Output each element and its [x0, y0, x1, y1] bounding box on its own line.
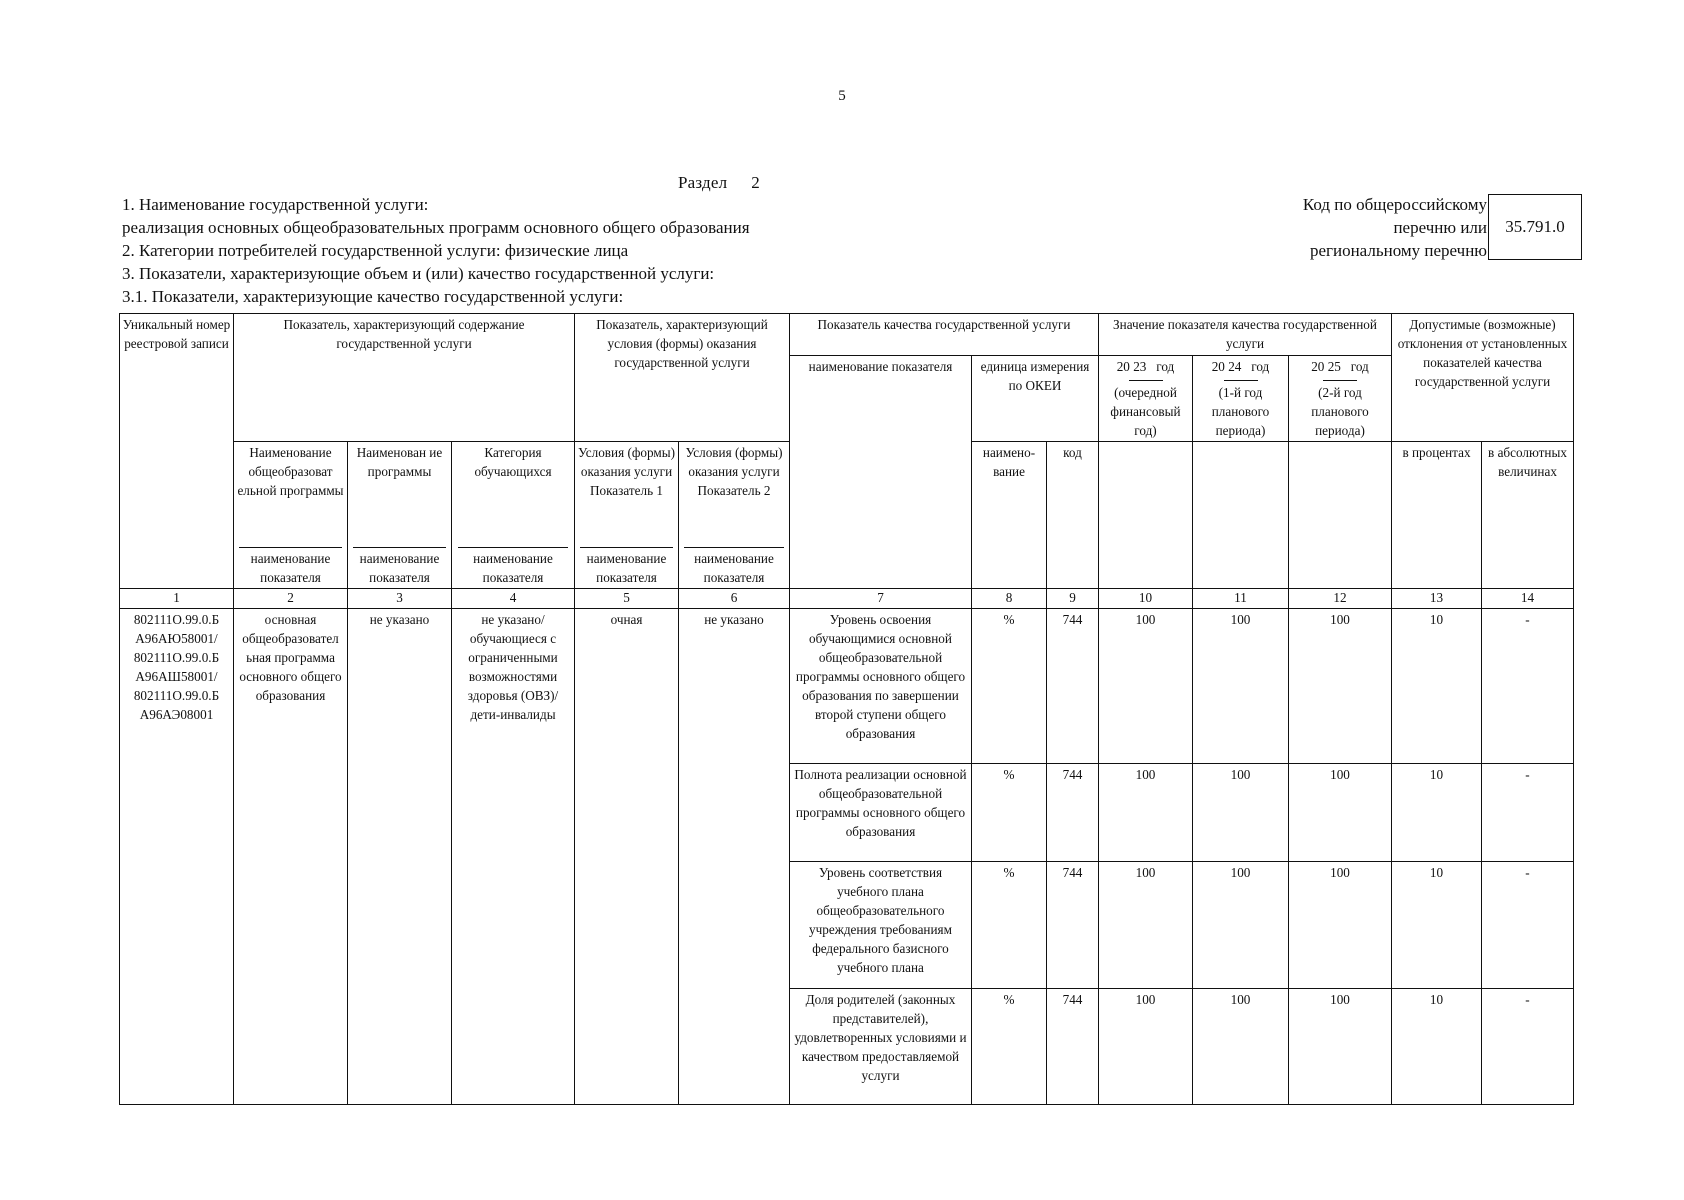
header-indicator-name: наименование показателя	[790, 356, 972, 589]
page-number: 5	[838, 88, 846, 104]
value-2025: 100	[1289, 862, 1392, 989]
unit-code: 744	[1047, 609, 1099, 764]
header-unit-name: наимено- вание	[972, 442, 1047, 589]
record-program-name: основная общеобразовател ьная программа основного общего образования	[234, 609, 348, 1105]
value-2024: 100	[1193, 764, 1289, 862]
unit-name: %	[972, 764, 1047, 862]
col-number: 5	[575, 589, 679, 609]
indicator-name: Уровень соответствия учебного плана общеобразовательного учреждения требованиям федерального базисного учебного плана	[790, 862, 972, 989]
value-2024: 100	[1193, 862, 1289, 989]
value-2023: 100	[1099, 764, 1193, 862]
header-quality-indicator: Показатель качества государственной услуги	[790, 314, 1099, 356]
record-category: не указано/ обучающиеся с ограниченными возможностями здоровья (ОВЗ)/ дети-инвалиды	[452, 609, 575, 1105]
indicator-name: Полнота реализации основной общеобразовательной программы основного общего образования	[790, 764, 972, 862]
code-label-line-1: Код по общероссийскому	[1302, 195, 1487, 214]
code-label-line-2: перечню или	[1393, 218, 1487, 237]
program-label: Наименован ие программы	[356, 445, 443, 479]
category-sub: наименование показателя	[458, 547, 569, 587]
year-2024-note: (1-й год планового периода)	[1211, 385, 1270, 438]
category-label: Категория обучающихся	[474, 445, 552, 479]
col-number: 10	[1099, 589, 1193, 609]
year-2023-value: 20 23	[1116, 359, 1147, 374]
unit-code: 744	[1047, 764, 1099, 862]
condition-2-sub: наименование показателя	[684, 547, 784, 587]
header-year-2024	[1193, 356, 1289, 442]
year-2023-underline	[1129, 380, 1163, 381]
quality-indicators-table	[119, 313, 1574, 1105]
value-2023: 100	[1099, 862, 1193, 989]
deviation-percent: 10	[1392, 862, 1482, 989]
indicator-name: Доля родителей (законных представителей), удовлетворенных условиями и качеством предоставляемой услуги	[790, 989, 972, 1105]
col-number: 13	[1392, 589, 1482, 609]
unit-name: %	[972, 862, 1047, 989]
code-label-line-3: региональному перечню	[1309, 241, 1487, 260]
header-program	[348, 442, 452, 589]
col-number: 6	[679, 589, 790, 609]
year-2024-word: год	[1251, 359, 1270, 374]
header-year-2023	[1099, 356, 1193, 442]
unit-name: %	[972, 609, 1047, 764]
registry-code-box: 35.791.0	[1488, 194, 1582, 260]
deviation-percent: 10	[1392, 764, 1482, 862]
col-number: 1	[120, 589, 234, 609]
table-row	[120, 609, 1574, 764]
header-unit-code: код	[1047, 442, 1099, 589]
col-number: 9	[1047, 589, 1099, 609]
header-allowed-deviation: Допустимые (возможные) отклонения от установленных показателей качества государственной услуги	[1392, 314, 1574, 442]
unit-code: 744	[1047, 989, 1099, 1105]
section-title	[678, 173, 760, 193]
program-name-label: Наименование общеобразоват ельной программы	[237, 445, 344, 498]
condition-1-sub: наименование показателя	[580, 547, 673, 587]
program-name-sub: наименование показателя	[239, 547, 341, 587]
record-condition-1: очная	[575, 609, 679, 1105]
header-okei-unit: единица измерения по ОКЕИ	[972, 356, 1099, 442]
value-2023: 100	[1099, 609, 1193, 764]
header-percent: в процентах	[1392, 442, 1482, 589]
header-year-2024-cont	[1193, 442, 1289, 589]
indicators-heading: 3. Показатели, характеризующие объем и (или) качество государственной услуги:	[122, 264, 715, 283]
header-year-2025	[1289, 356, 1392, 442]
col-number: 3	[348, 589, 452, 609]
header-category	[452, 442, 575, 589]
section-label: Раздел	[678, 173, 728, 192]
year-2024-value: 20 24	[1211, 359, 1242, 374]
header-program-name	[234, 442, 348, 589]
year-2025-value: 20 25	[1311, 359, 1341, 374]
header-condition-1	[575, 442, 679, 589]
header-conditions-indicator: Показатель, характеризующий условия (формы) оказания государственной услуги	[575, 314, 790, 442]
header-quality-values: Значение показателя качества государственной услуги	[1099, 314, 1392, 356]
deviation-absolute: -	[1482, 764, 1574, 862]
deviation-percent: 10	[1392, 989, 1482, 1105]
header-unique-number: Уникальный номер реестровой записи	[120, 314, 234, 442]
header-year-2025-cont	[1289, 442, 1392, 589]
deviation-absolute: -	[1482, 862, 1574, 989]
column-numbers-row	[120, 589, 1574, 609]
value-2025: 100	[1289, 764, 1392, 862]
deviation-absolute: -	[1482, 609, 1574, 764]
year-2023-note: (очередной финансовый год)	[1110, 385, 1181, 438]
col-number: 4	[452, 589, 575, 609]
unit-name: %	[972, 989, 1047, 1105]
record-condition-2: не указано	[679, 609, 790, 1105]
service-name-heading: 1. Наименование государственной услуги:	[122, 195, 429, 214]
col-number: 11	[1193, 589, 1289, 609]
year-2025-note: (2-й год планового периода)	[1311, 385, 1369, 438]
col-number: 8	[972, 589, 1047, 609]
quality-indicators-heading: 3.1. Показатели, характеризующие качество государственной услуги:	[122, 287, 624, 306]
unit-code: 744	[1047, 862, 1099, 989]
record-program: не указано	[348, 609, 452, 1105]
indicator-name: Уровень освоения обучающимися основной общеобразовательной программы основного общего образования по завершении второй ступени общего образования	[790, 609, 972, 764]
year-2023-word: год	[1156, 359, 1175, 374]
value-2024: 100	[1193, 609, 1289, 764]
deviation-absolute: -	[1482, 989, 1574, 1105]
col-number: 14	[1482, 589, 1574, 609]
value-2025: 100	[1289, 989, 1392, 1105]
value-2023: 100	[1099, 989, 1193, 1105]
col-number: 7	[790, 589, 972, 609]
col-number: 12	[1289, 589, 1392, 609]
record-unique-number: 802111О.99.0.Б А96АЮ58001/ 802111О.99.0.Б А96АШ58001/ 802111О.99.0.Б А96АЭ08001	[120, 609, 234, 1105]
service-name: реализация основных общеобразовательных программ основного общего образования	[122, 218, 750, 237]
condition-2-label: Условия (формы) оказания услуги Показатель 2	[685, 445, 783, 498]
value-2024: 100	[1193, 989, 1289, 1105]
header-content-indicator: Показатель, характеризующий содержание государственной услуги	[234, 314, 575, 442]
deviation-percent: 10	[1392, 609, 1482, 764]
consumer-categories: 2. Категории потребителей государственной услуги: физические лица	[122, 241, 629, 260]
section-number: 2	[751, 173, 760, 192]
header-condition-2	[679, 442, 790, 589]
year-2025-word: год	[1350, 359, 1369, 374]
year-2024-underline	[1224, 380, 1258, 381]
year-2025-underline	[1323, 380, 1357, 381]
header-year-2023-cont	[1099, 442, 1193, 589]
header-absolute: в абсолютных величинах	[1482, 442, 1574, 589]
value-2025: 100	[1289, 609, 1392, 764]
program-sub: наименование показателя	[353, 547, 446, 587]
col-number: 2	[234, 589, 348, 609]
condition-1-label: Условия (формы) оказания услуги Показатель 1	[578, 445, 675, 498]
header-unique-number-cont	[120, 442, 234, 589]
